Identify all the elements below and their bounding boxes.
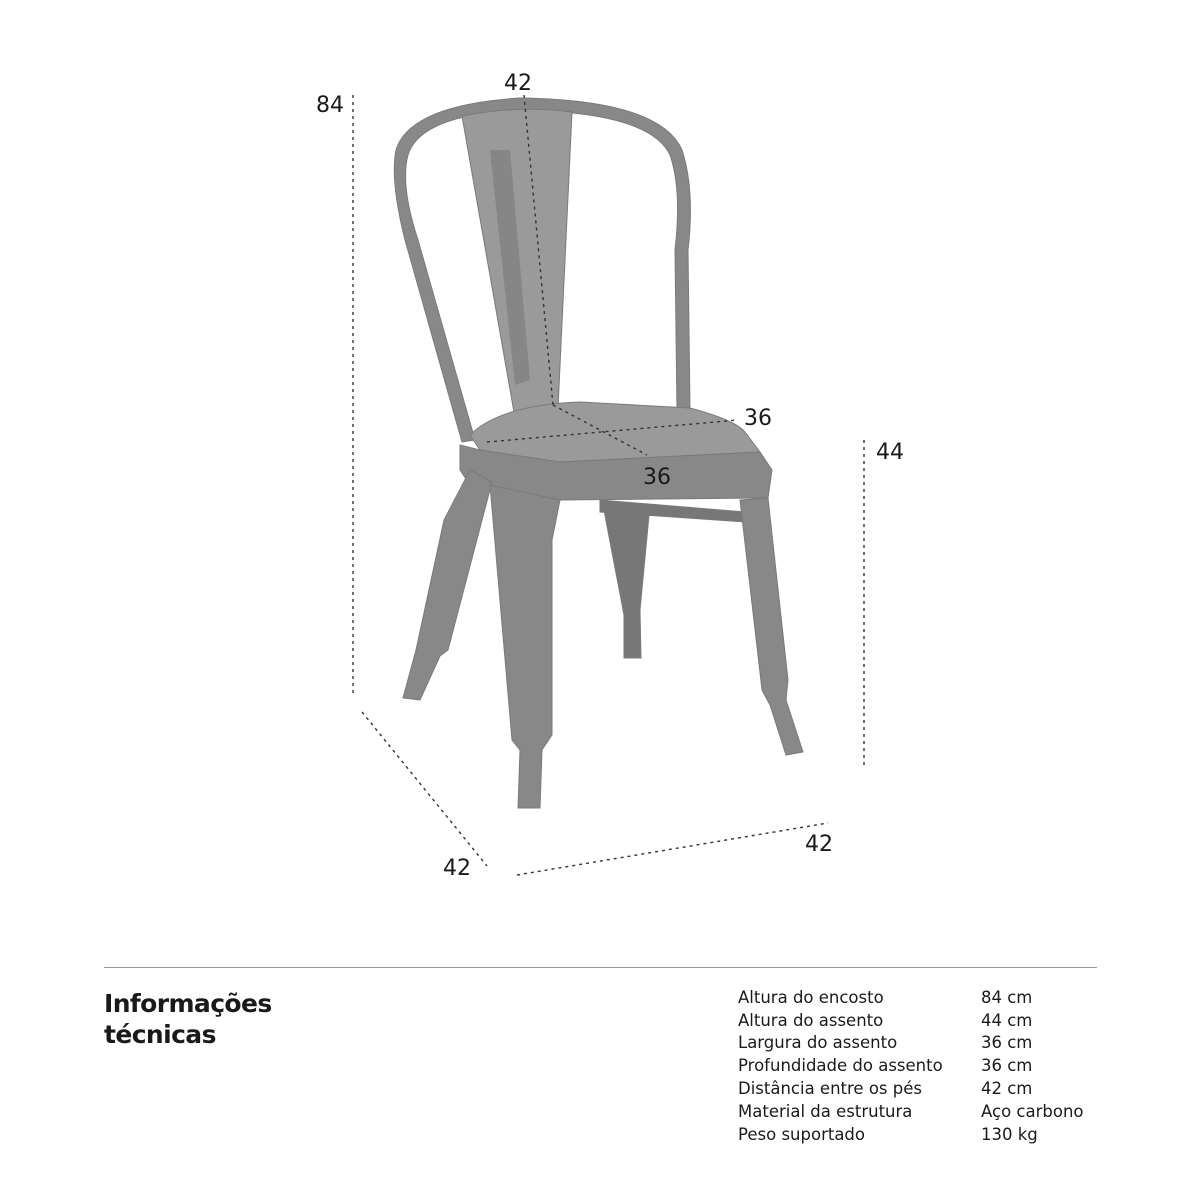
specs-title bbox=[104, 988, 272, 1050]
spec-row bbox=[738, 1009, 1084, 1032]
section-divider bbox=[104, 967, 1097, 968]
spec-row bbox=[738, 1032, 1084, 1055]
spec-value: 36 cm bbox=[981, 1033, 1033, 1053]
chair-illustration bbox=[394, 98, 803, 808]
label-back-height: 84 bbox=[316, 93, 344, 118]
spec-value: 44 cm bbox=[981, 1010, 1033, 1030]
spec-row bbox=[738, 1100, 1084, 1123]
specs-table bbox=[738, 986, 1084, 1146]
spec-label: Altura do assento bbox=[738, 1010, 884, 1030]
spec-label: Profundidade do assento bbox=[738, 1056, 943, 1076]
spec-value: 36 cm bbox=[981, 1056, 1033, 1076]
spec-label: Largura do assento bbox=[738, 1033, 898, 1053]
label-seat-depth: 36 bbox=[643, 465, 671, 490]
specs-title-line-2: técnicas bbox=[104, 1020, 216, 1049]
spec-label: Distância entre os pés bbox=[738, 1079, 922, 1099]
spec-value: Aço carbono bbox=[981, 1101, 1084, 1121]
spec-value: 42 cm bbox=[981, 1079, 1033, 1099]
spec-row bbox=[738, 1123, 1084, 1146]
chair-front-left-leg bbox=[403, 470, 492, 700]
spec-row bbox=[738, 986, 1084, 1009]
chair-right-leg bbox=[740, 498, 803, 755]
spec-value: 84 cm bbox=[981, 987, 1033, 1007]
label-back-top-width: 42 bbox=[504, 71, 532, 96]
spec-label: Altura do encosto bbox=[738, 987, 884, 1007]
spec-value: 130 kg bbox=[981, 1124, 1038, 1144]
specs-title-line-1: Informações bbox=[104, 989, 272, 1018]
label-base-depth: 42 bbox=[443, 856, 471, 881]
base-width-line bbox=[517, 823, 828, 875]
base-depth-line bbox=[362, 712, 487, 866]
label-seat-height: 44 bbox=[876, 440, 904, 465]
chair-front-middle-leg bbox=[490, 485, 560, 808]
chair-seat bbox=[470, 402, 760, 462]
label-base-width: 42 bbox=[805, 832, 833, 857]
spec-label: Peso suportado bbox=[738, 1124, 866, 1144]
spec-row bbox=[738, 1054, 1084, 1077]
chair-rear-leg bbox=[603, 505, 650, 658]
spec-row bbox=[738, 1077, 1084, 1100]
label-seat-width: 36 bbox=[744, 406, 772, 431]
spec-label: Material da estrutura bbox=[738, 1101, 913, 1121]
